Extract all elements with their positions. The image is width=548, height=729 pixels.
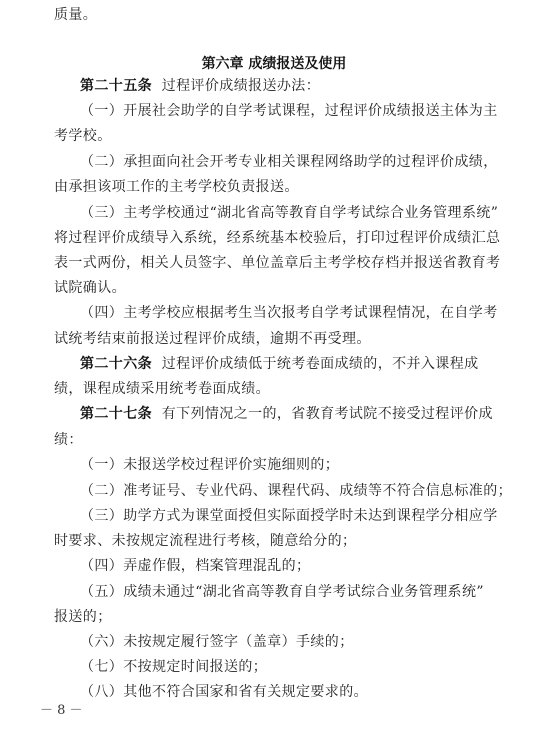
list-item: （二）准考证号、专业代码、课程代码、成绩等不符合信息标准的； [80, 483, 512, 499]
text-line: （三）主考学校通过“湖北省高等教育自学考试综合业务管理系统” [80, 205, 499, 221]
text-line: 绩，课程成绩采用统考卷面成绩。 [54, 381, 270, 397]
article-number: 第二十七条 [80, 406, 152, 422]
article-26 [80, 355, 479, 373]
list-item: （一）未报送学校过程评价实施细则的； [80, 457, 340, 473]
text-line: 时要求、未按规定流程进行考核，随意给分的； [54, 533, 357, 549]
article-number: 第二十五条 [80, 78, 152, 94]
text-line: 由承担该项工作的主考学校负责报送。 [54, 179, 299, 195]
list-item: （六）未按规定履行签字（盖章）手续的； [80, 634, 354, 650]
text-line: 将过程评价成绩导入系统，经系统基本校验后，打印过程评价成绩汇总 [54, 230, 501, 246]
text-line: 试院确认。 [54, 280, 126, 296]
text-line: 质量。 [54, 7, 98, 23]
text-line: （一）开展社会助学的自学考试课程，过程评价成绩报送主体为主 [80, 103, 498, 119]
text-line: 报送的； [54, 609, 112, 625]
article-text: 过程评价成绩报送办法： [161, 78, 321, 94]
list-item: （四）弄虚作假，档案管理混乱的； [80, 558, 311, 574]
article-25 [80, 77, 320, 95]
text-line: 考学校。 [54, 128, 112, 144]
article-number: 第二十六条 [80, 356, 152, 372]
chapter-title: 第六章 成绩报送及使用 [201, 56, 347, 72]
list-item: （七）不按规定时间报送的； [80, 659, 268, 675]
list-item: （八）其他不符合国家和省有关规定要求的。 [80, 684, 368, 700]
article-text: 有下列情况之一的，省教育考试院不接受过程评价成 [161, 406, 493, 422]
text-line: （四）主考学校应根据考生当次报考自学考试课程情况，在自学考 [80, 305, 498, 321]
text-line: 表一式两份，相关人员签字、单位盖章后主考学校存档并报送省教育考 [54, 255, 501, 271]
text-line: （二）承担面向社会开考专业相关课程网络助学的过程评价成绩， [80, 154, 498, 170]
text-line: 试统考结束前报送过程评价成绩，逾期不再受理。 [54, 331, 371, 347]
page-number: － 8 － [40, 703, 83, 718]
list-item: （三）助学方式为课堂面授但实际面授学时未达到课程学分相应学 [80, 508, 498, 524]
text-line: 绩： [54, 432, 83, 448]
article-27 [80, 405, 493, 423]
article-text: 过程评价成绩低于统考卷面成绩的，不并入课程成 [161, 356, 479, 372]
list-item: （五）成绩未通过“湖北省高等教育自学考试综合业务管理系统” [80, 584, 484, 600]
